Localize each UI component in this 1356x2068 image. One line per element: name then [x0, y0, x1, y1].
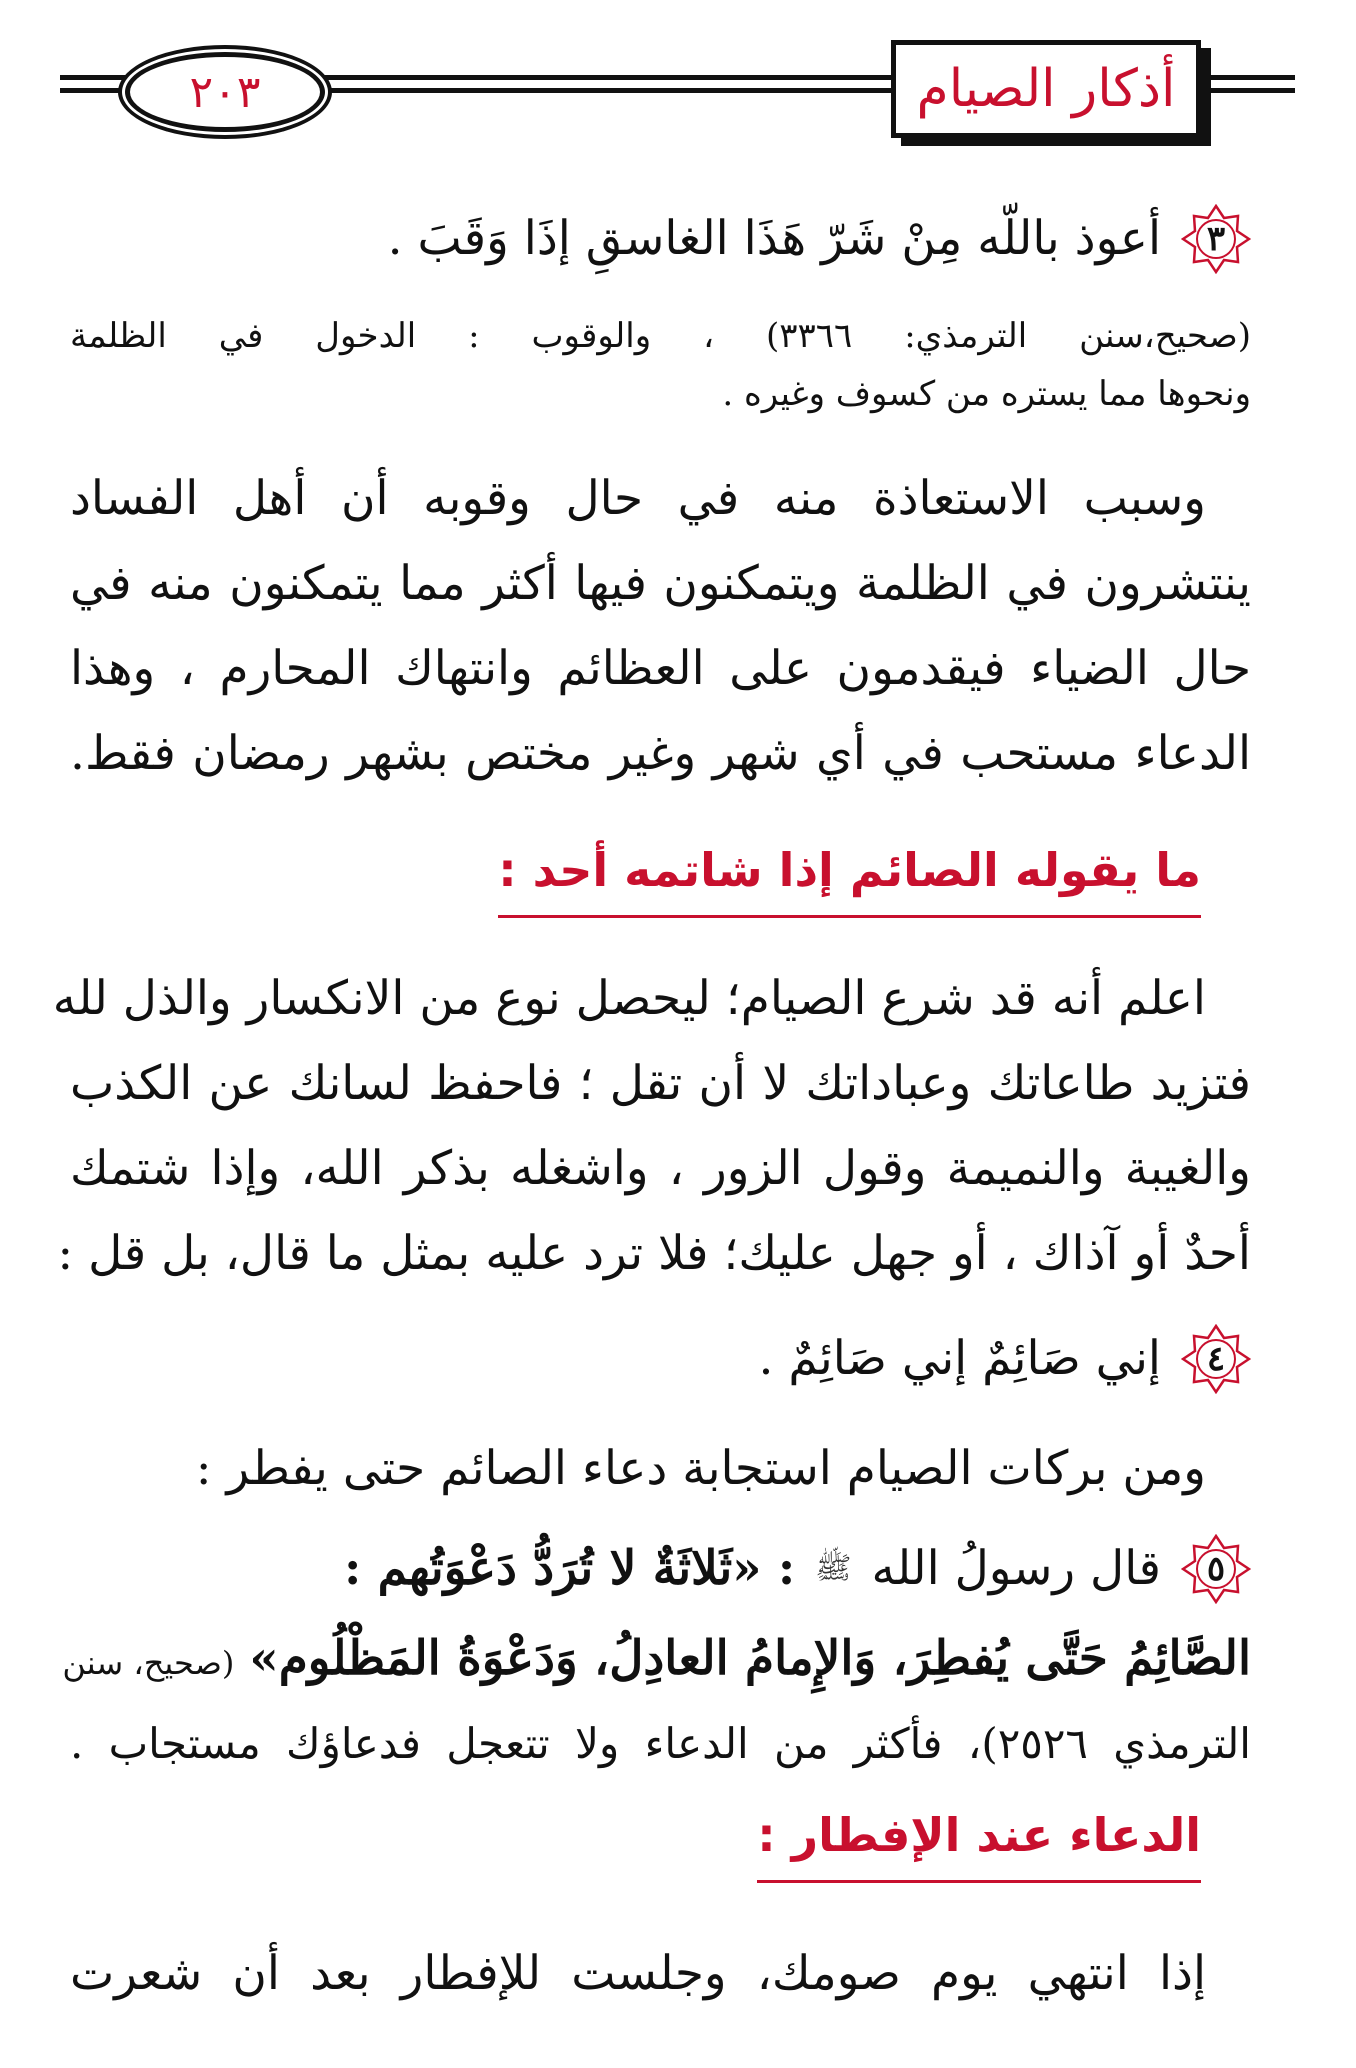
hadith-intro: قال رسولُ الله: [871, 1541, 1161, 1596]
ornament-medallion-icon: [1181, 1534, 1251, 1604]
paragraph-line: الدعاء مستحب في أي شهر وغير مختص بشهر رمضان فقط.: [70, 726, 1251, 781]
paragraph-line: ينتشرون في الظلمة ويتمكنون فيها أكثر مما يتمكنون منه في: [70, 556, 1251, 611]
note-line: (صحيح،سنن الترمذي: ٣٣٦٦) ، والوقوب : الدخول في الظلمة: [70, 316, 1251, 356]
paragraph-line: اعلم أنه قد شرع الصيام؛ ليحصل نوع من الانكسار والذل لله: [52, 971, 1206, 1026]
chapter-title: أذكار الصيام: [891, 40, 1201, 138]
hadith-line: [62, 1620, 1251, 1702]
ornament-medallion-icon: [1181, 1324, 1251, 1394]
salutation-mark: ﷺ: [815, 1551, 852, 1586]
hadith-quote: : «ثَلاثَةٌ لا تُرَدُّ دَعْوَتُهم :: [343, 1541, 796, 1596]
ornament-medallion-icon: [1181, 204, 1251, 274]
paragraph-line: فتزيد طاعاتك وعباداتك لا أن تقل ؛ فاحفظ لسانك عن الكذب: [70, 1056, 1251, 1111]
paragraph-line: أحدٌ أو آذاك ، أو جهل عليك؛ فلا ترد عليه بمثل ما قال، بل قل :: [57, 1226, 1251, 1281]
section-heading: الدعاء عند الإفطار :: [757, 1800, 1201, 1883]
dua-text: أعوذ باللّه مِنْ شَرّ هَذَا الغاسقِ إذَا وَقَبَ .: [387, 211, 1161, 266]
dua-number: ٥: [1206, 1549, 1226, 1589]
dua-5: [70, 1530, 1251, 1608]
note-line: ونحوها مما يستره من كسوف وغيره .: [722, 374, 1251, 414]
hadith-quote: الصَّائِمُ حَتَّى يُفطِرَ، وَالإِمامُ العادِلُ، وَدَعْوَةُ المَظْلُوم»: [249, 1631, 1251, 1686]
dua-3: [70, 200, 1251, 278]
dua-number: ٤: [1206, 1339, 1226, 1379]
paragraph-line: والغيبة والنميمة وقول الزور ، واشغله بذكر الله، وإذا شتمك: [70, 1141, 1251, 1196]
hadith-line: الترمذي ٢٥٢٦)، فأكثر من الدعاء ولا تتعجل فدعاؤك مستجاب .: [70, 1719, 1251, 1768]
section-heading: ما يقوله الصائم إذا شاتمه أحد :: [498, 835, 1201, 918]
header-rule-right: [1200, 75, 1295, 80]
page-header: [0, 0, 1356, 150]
hadith-reference: (صحيح، سنن: [62, 1644, 235, 1682]
page-number: ٢٠٣: [125, 52, 325, 132]
dua-text: إني صَائِمٌ إني صَائِمٌ .: [758, 1331, 1161, 1386]
paragraph-line: حال الضياء فيقدمون على العظائم وانتهاك المحارم ، وهذا: [70, 641, 1251, 696]
header-rule-right-2: [1200, 88, 1295, 93]
paragraph-line: وسبب الاستعاذة منه في حال وقوبه أن أهل الفساد: [70, 471, 1206, 526]
dua-4: [70, 1320, 1251, 1398]
paragraph-line: ومن بركات الصيام استجابة دعاء الصائم حتى يفطر :: [195, 1441, 1206, 1496]
paragraph-line: إذا انتهي يوم صومك، وجلست للإفطار بعد أن شعرت: [70, 1946, 1206, 2001]
dua-number: ٣: [1206, 219, 1226, 259]
